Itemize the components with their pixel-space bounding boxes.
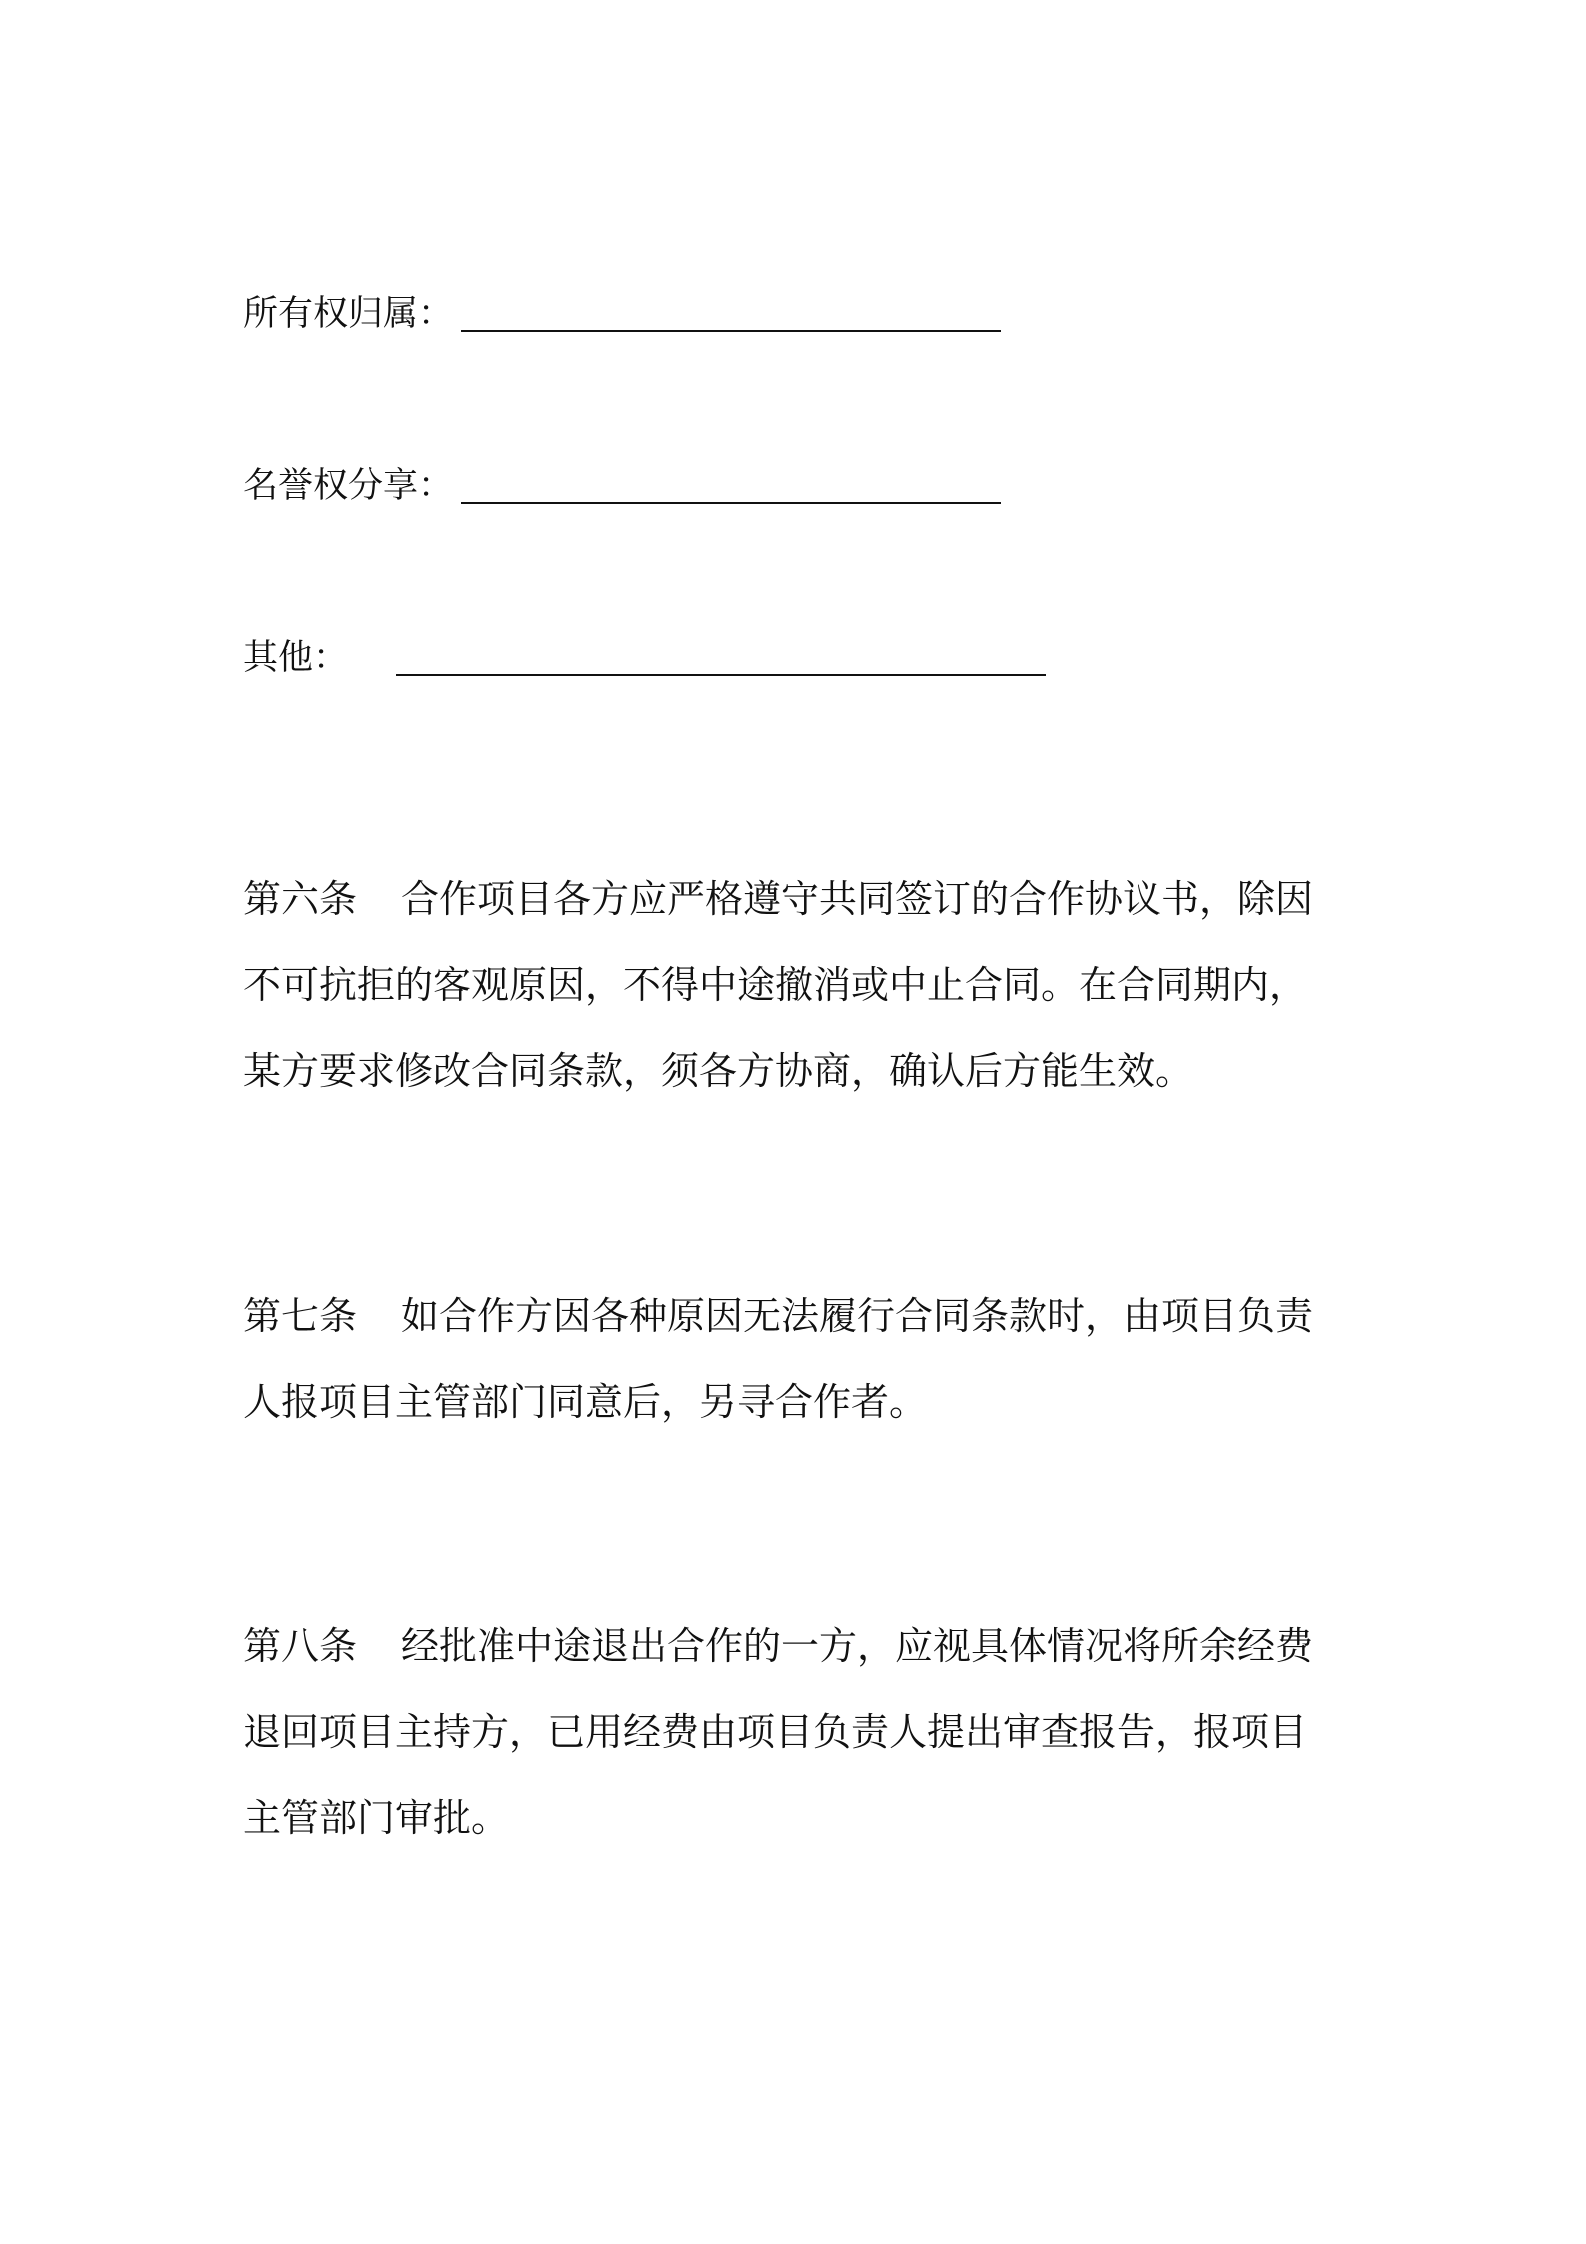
ownership-field	[243, 284, 1001, 344]
article-text: 合作项目各方应严格遵守共同签订的合作协议书，除因	[401, 877, 1314, 921]
article-text: 如合作方因各种原因无法履行合同条款时，由项目负责	[401, 1294, 1314, 1338]
article-text: 人报项目主管部门同意后，另寻合作者。	[243, 1380, 928, 1424]
fill-in-blank-line	[461, 502, 1001, 504]
field-label: 所有权归属：	[243, 294, 454, 334]
article-line	[243, 1775, 1358, 1861]
other-field	[243, 628, 1046, 688]
article-text: 不可抗拒的客观原因，不得中途撤消或中止合同。在合同期内，	[243, 963, 1308, 1007]
article-number: 第六条	[243, 877, 358, 921]
fill-in-blank-line	[461, 330, 1001, 332]
article-text: 退回项目主持方，已用经费由项目负责人提出审查报告，报项目	[243, 1710, 1308, 1754]
article-line	[243, 856, 1358, 942]
article-eight	[243, 1603, 1358, 1861]
field-label: 名誉权分享：	[243, 466, 454, 506]
article-six	[243, 856, 1358, 1114]
article-line	[243, 942, 1358, 1028]
article-line	[243, 1273, 1358, 1359]
article-line	[243, 1359, 1358, 1445]
article-number: 第七条	[243, 1294, 358, 1338]
article-line	[243, 1028, 1358, 1114]
reputation-sharing-field	[243, 456, 1001, 516]
article-seven	[243, 1273, 1358, 1445]
article-number: 第八条	[243, 1624, 358, 1668]
article-line	[243, 1689, 1358, 1775]
field-label: 其他：	[243, 638, 349, 678]
article-text: 某方要求修改合同条款，须各方协商，确认后方能生效。	[243, 1049, 1194, 1093]
article-text: 经批准中途退出合作的一方，应视具体情况将所余经费	[401, 1624, 1314, 1668]
article-text: 主管部门审批。	[243, 1796, 510, 1840]
article-line	[243, 1603, 1358, 1689]
fill-in-blank-line	[396, 674, 1046, 676]
